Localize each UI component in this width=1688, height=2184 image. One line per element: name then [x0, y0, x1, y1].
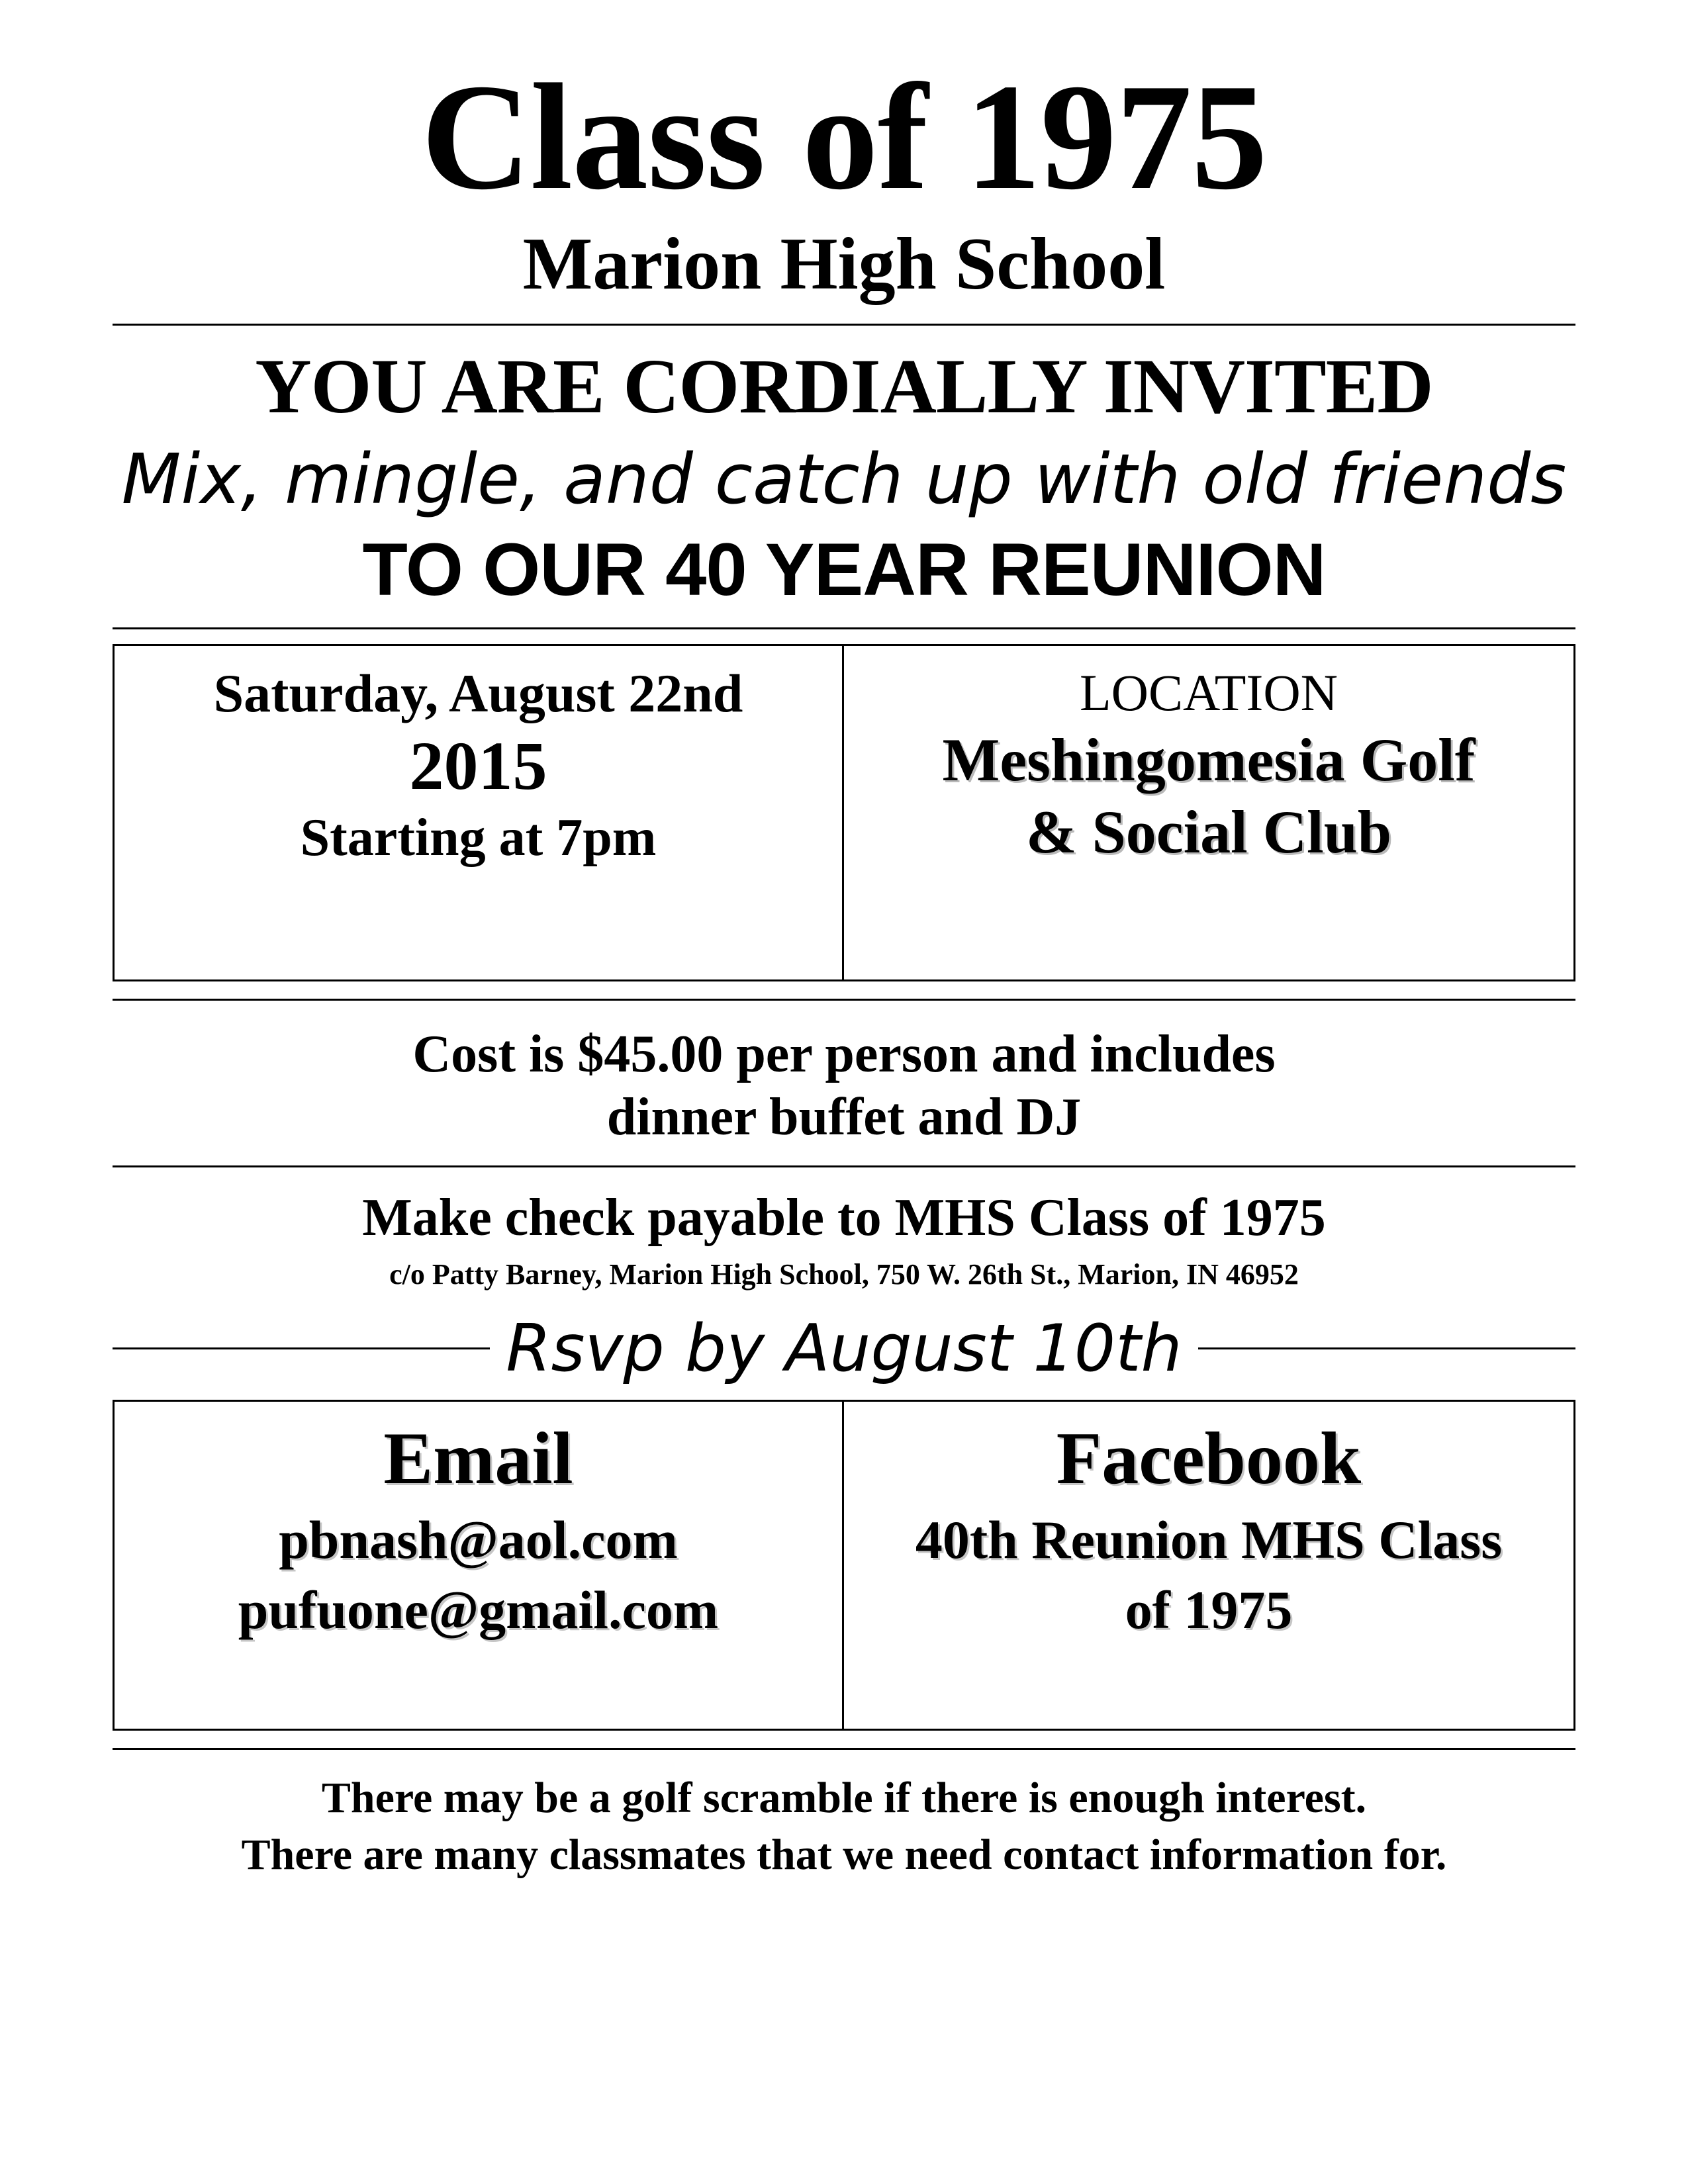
cost-block [113, 1023, 1575, 1148]
contact-facebook-cell [844, 1402, 1573, 1729]
page-title: Class of 1975 [421, 52, 1267, 221]
event-date: Saturday, August 22nd [213, 663, 743, 724]
rsvp-divider-row [113, 1310, 1575, 1387]
rsvp-deadline: Rsvp by August 10th [506, 1310, 1182, 1387]
divider-above-footer [113, 1748, 1575, 1750]
divider-above-details [113, 627, 1575, 629]
mailing-address: c/o Patty Barney, Marion High School, 750 W. 26th St., Marion, IN 46952 [389, 1257, 1299, 1291]
details-date-cell [115, 646, 844, 979]
school-name: Marion High School [522, 222, 1166, 305]
invitation-headline: YOU ARE CORDIALLY INVITED [255, 343, 1433, 430]
contact-box [113, 1400, 1575, 1731]
email-heading: Email [383, 1417, 573, 1500]
divider-above-payment [113, 1165, 1575, 1167]
cost-line-1: Cost is $45.00 per person and includes [412, 1025, 1276, 1084]
rsvp-rule-left [113, 1347, 490, 1349]
details-location-cell [844, 646, 1573, 979]
cost-line-2: dinner buffet and DJ [606, 1087, 1082, 1146]
divider-above-cost [113, 999, 1575, 1001]
location-name-line2: & Social Club [1025, 797, 1392, 866]
event-year: 2015 [409, 727, 547, 804]
payable-to: Make check payable to MHS Class of 1975 [362, 1188, 1326, 1247]
event-time: Starting at 7pm [300, 809, 657, 868]
location-label: LOCATION [1080, 664, 1338, 722]
rsvp-rule-right [1198, 1347, 1575, 1349]
location-name-line1: Meshingomesia Golf [942, 725, 1476, 794]
footer-note [113, 1770, 1575, 1884]
contact-email-cell [115, 1402, 844, 1729]
footer-line-1: There may be a golf scramble if there is enough interest. [321, 1773, 1367, 1822]
divider-under-header [113, 324, 1575, 326]
footer-line-2: There are many classmates that we need contact information for. [241, 1830, 1447, 1879]
email-address-1[interactable]: pbnash@aol.com [279, 1509, 678, 1570]
facebook-heading: Facebook [1056, 1417, 1362, 1500]
facebook-group-line1[interactable]: 40th Reunion MHS Class [915, 1509, 1503, 1570]
invitation-script-line: Mix, mingle, and catch up with old friends [121, 438, 1567, 520]
facebook-group-line2[interactable]: of 1975 [1125, 1580, 1293, 1641]
invitation-occasion: TO OUR 40 YEAR REUNION [362, 527, 1326, 611]
email-address-2[interactable]: pufuone@gmail.com [238, 1580, 719, 1641]
details-box [113, 644, 1575, 981]
